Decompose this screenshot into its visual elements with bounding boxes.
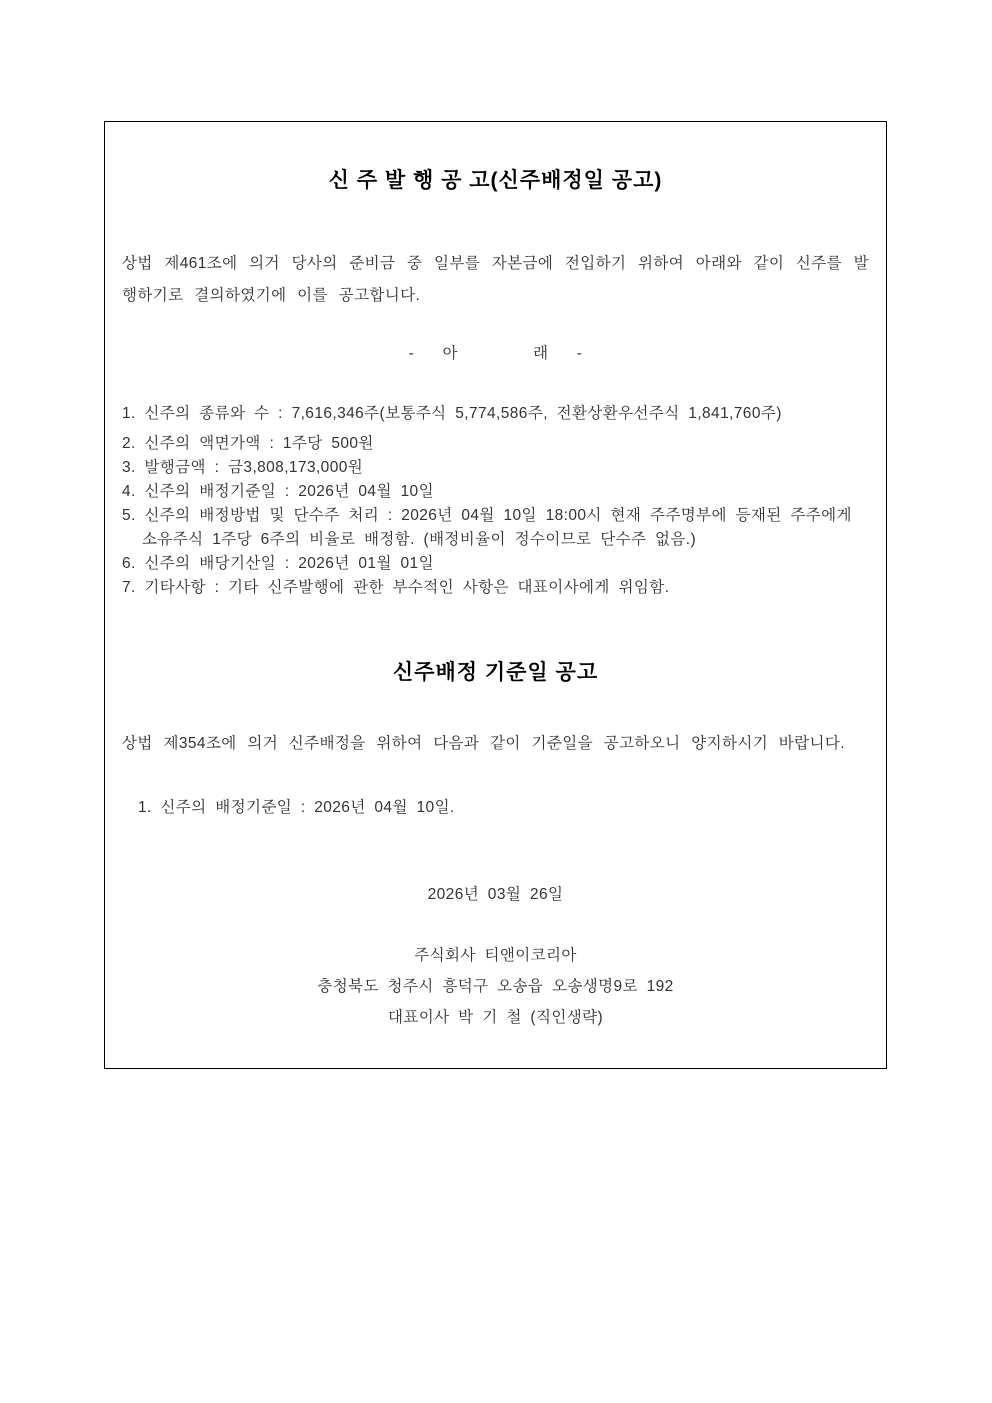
- ceo-line: 대표이사 박 기 철 (직인생략): [387, 1009, 604, 1026]
- list-item: 4. 신주의 배정기준일 : 2026년 04월 10일: [122, 483, 434, 500]
- announcement-date: 2026년 03월 26일: [427, 886, 564, 903]
- notice1-item-list: [122, 402, 869, 600]
- list-item: 7. 기타사항 : 기타 신주발행에 관한 부수적인 사항은 대표이사에게 위임함.: [122, 579, 670, 596]
- below-divider-text: - 아 래 -: [408, 345, 583, 362]
- company-address: 충청북도 청주시 흥덕구 오송읍 오송생명9로 192: [317, 978, 674, 995]
- list-item: 3. 발행금액 : 금3,808,173,000원: [122, 459, 364, 476]
- notice2-item: 1. 신주의 배정기준일 : 2026년 04월 10일.: [138, 799, 455, 816]
- company-signature-block: [122, 940, 869, 1033]
- list-item: 1. 신주의 종류와 수 : 7,616,346주(보통주식 5,774,586주, 전환상환우선주식 1,841,760주): [122, 405, 782, 422]
- notice2-intro-paragraph: 상법 제354조에 의거 신주배정을 위하여 다음과 같이 기준일을 공고하오니 양지하시기 바랍니다.: [122, 735, 846, 752]
- notice-document: [104, 121, 887, 1069]
- list-item: 2. 신주의 액면가액 : 1주당 500원: [122, 435, 374, 452]
- notice1-intro-paragraph: 상법 제461조에 의거 당사의 준비금 중 일부를 자본금에 전입하기 위하여 아래와 같이 신주를 발행하기로 결의하였기에 이를 공고합니다.: [122, 255, 869, 304]
- notice2-title: 신주배정 기준일 공고: [392, 661, 599, 684]
- list-item: 6. 신주의 배당기산일 : 2026년 01월 01일: [122, 555, 434, 572]
- list-item: 5. 신주의 배정방법 및 단수주 처리 : 2026년 04월 10일 18:00시 현재 주주명부에 등재된 주주에게 소유주식 1주당 6주의 비율로 배정함. (배정비율이 정수이므로 단수주 없음.): [122, 507, 852, 548]
- notice1-title: 신 주 발 행 공 고(신주배정일 공고): [328, 169, 663, 192]
- company-name: 주식회사 티앤이코리아: [414, 947, 577, 964]
